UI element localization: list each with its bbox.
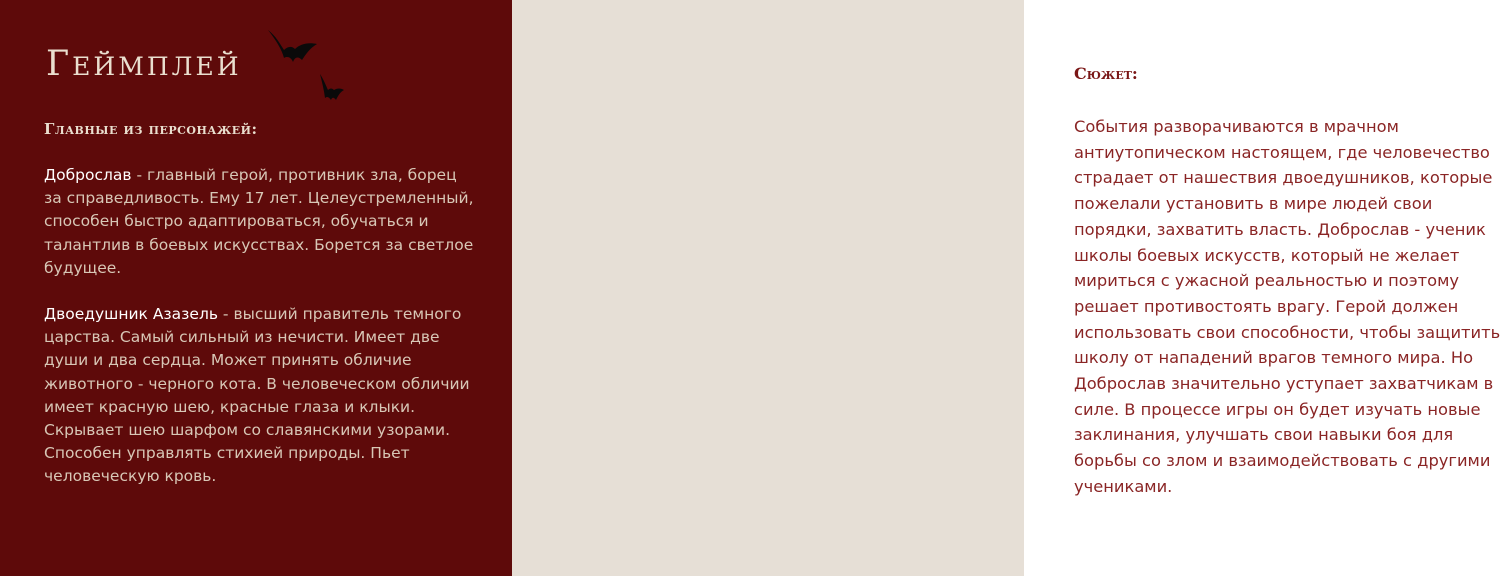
left-panel — [0, 0, 512, 576]
slide-title: Геймплей — [46, 44, 242, 84]
plot-text: События разворачиваются в мрачном антиутопическом настоящем, где человечество страдает от нашествия двоедушников, которые пожелали установить в мире людей свои порядки, захватить власть. Доброслав - ученик школы боевых искусств, который не желает мириться с ужасной реальностью и поэтому решает противостоять врагу. Герой должен использовать свои способности, чтобы защитить школу от нападений врагов темного мира. Но Доброслав значительно уступает захватчикам в силе. В процессе игры он будет изучать новые заклинания, улучшать свои навыки боя для борьбы со злом и взаимодействовать с другими учениками. — [1074, 117, 1501, 496]
character-name: Доброслав — [44, 166, 132, 184]
bat-icon — [268, 30, 317, 62]
bats-decoration — [262, 26, 352, 106]
character-name: Двоедушник Азазель — [44, 305, 218, 323]
plot-heading: Сюжет: — [1074, 64, 1138, 83]
character-description — [44, 164, 476, 280]
characters-subheading: Главные из персонажей: — [44, 120, 258, 138]
character-text: - высший правитель темного царства. Самый сильный из нечисти. Имеет две души и два сердца. Может принять обличие животного - черного кота. В человеческом обличии имеет красную шею, красные глаза и клыки. Скрывает шею шарфом со славянскими узорами. Способен управлять стихией природы. Пьет человеческую кровь. — [44, 305, 470, 486]
character-description — [44, 303, 476, 489]
right-panel — [512, 0, 1501, 576]
bat-icon — [320, 74, 344, 100]
character-text: - главный герой, противник зла, борец за справедливость. Ему 17 лет. Целеустремленный, способен быстро адаптироваться, обучаться и талантлив в боевых искусствах. Борется за светлое будущее. — [44, 166, 474, 277]
